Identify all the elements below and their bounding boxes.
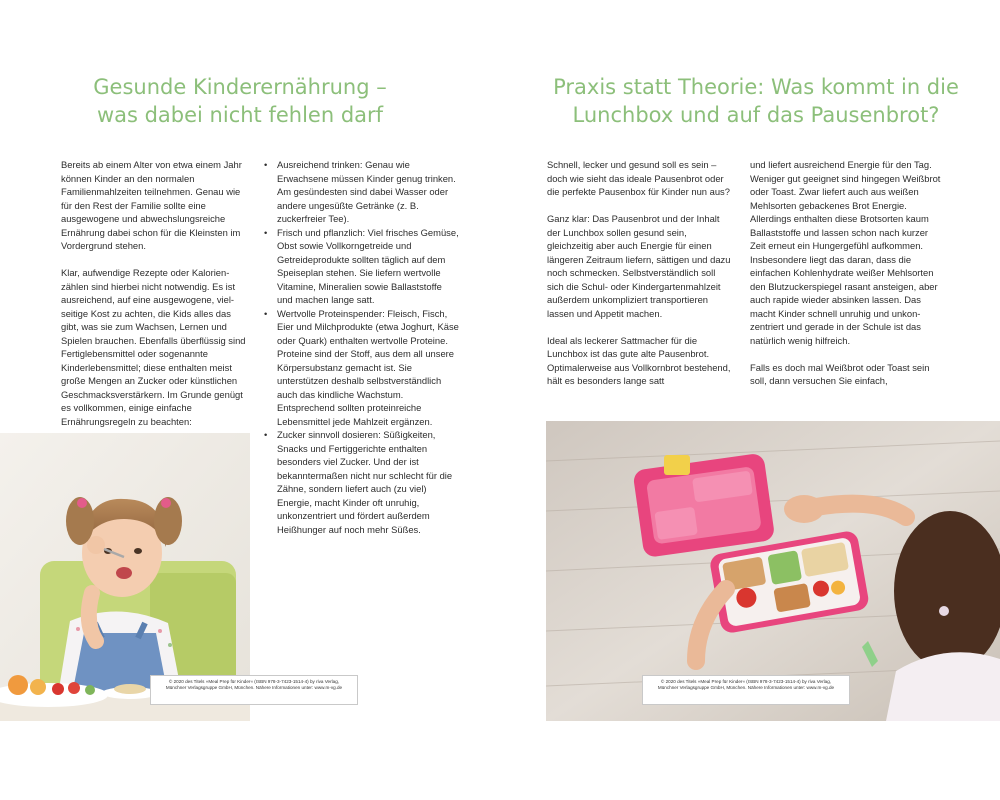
right-heading-line-2: Lunchbox und auf das Pausenbrot?: [572, 103, 940, 127]
left-column-2: [264, 158, 460, 536]
right-paragraph: Ganz klar: Das Pausenbrot und der Inhalt der Lunchbox sollen gesund sein, gleichzeitig aber auch Energie für einen längeren Zeitraum liefern, sättigen und dazu noch schmecken. Selbstverständlich soll sich die Schul- oder Kindergartenmahlzeit außerdem unkompliziert transportieren lassen und Appetit machen.: [547, 213, 731, 319]
right-page: [500, 0, 1000, 800]
left-heading-line-1: Gesunde Kinderernährung –: [93, 75, 387, 99]
right-paragraph: Falls es doch mal Weißbrot oder Toast sein soll, dann versuchen Sie einfach,: [750, 361, 930, 386]
right-column-2: [750, 158, 942, 388]
credit-line: © 2020 des Titels »Meal Prep für Kinder« (ISBN 978-3-7423-1514-4) by riva Verlag,: [168, 679, 340, 684]
right-column-1: [547, 158, 733, 388]
left-column-1: [61, 158, 249, 428]
left-heading-line-2: was dabei nicht fehlen darf: [96, 103, 384, 127]
left-copyright-notice: [150, 675, 358, 705]
right-heading: [546, 73, 966, 129]
list-item: • Wertvolle Proteinspender: Fleisch, Fisch, Eier und Milchprodukte (etwa Joghurt, Käse oder Quark) enthalten wertvolle Proteine. Proteine sind der Stoff, aus dem all unsere Körpersubstanz gemacht ist. Sie unterstützen deshalb selbstverständlich auch das kindliche Wachstum. Entsprechend sollten proteinreiche Lebensmittel jede Mahlzeit ergänzen.: [264, 307, 460, 429]
left-heading: [60, 73, 420, 129]
right-paragraph: Schnell, lecker und gesund soll es sein – doch wie sieht das ideale Pausenbrot oder die perfekte Pausenbox für Kinder nun aus?: [547, 159, 730, 197]
right-paragraph: Ideal als leckerer Sattmacher für die Lunchbox ist das gute alte Pausenbrot. Optimalerweise aus Vollkornbrot bestehend, hält es besonders lange satt: [547, 334, 731, 386]
credit-line: Münchner Verlagsgruppe GmbH, München. Nähere Informationen unter: www.m-vg.de: [165, 685, 343, 691]
credit-line: Münchner Verlagsgruppe GmbH, München. Nähere Informationen unter: www.m-vg.de: [657, 685, 835, 691]
left-paragraph: Bereits ab einem Alter von etwa einem Jahr können Kinder an den normalen Familienmahlzeiten teilnehmen. Genau wie für den Rest der Familie sollte eine ausgewogene und abwechslungsreiche Ernährung dabei schon für die Kleinsten im Vordergrund stehen.: [61, 159, 242, 251]
credit-line: © 2020 des Titels »Meal Prep für Kinder« (ISBN 978-3-7423-1514-4) by riva Verlag,: [660, 679, 832, 684]
list-item: • Frisch und pflanzlich: Viel frisches Gemüse, Obst sowie Vollkorngetreide und Getreideprodukte sollten täglich auf dem Speiseplan stehen. Sie liefern wertvolle Vitamine, Mineralien sowie Ballaststoffe und machen lange satt.: [264, 226, 460, 307]
right-copyright-notice: [642, 675, 850, 705]
list-item: • Zucker sinnvoll dosieren: Süßigkeiten, Snacks und Fertiggerichte enthalten besonders viel Zucker. Und der ist bekanntermaßen nicht nur schlecht für die Zähne, sondern liefert auch (zu viel) Energie, macht Kinder oft unruhig, unkonzentriert und fördert außerdem Heißhunger auf noch mehr Süßes.: [264, 428, 460, 536]
right-paragraph: und liefert ausreichend Energie für den Tag. Weniger gut geeignet sind hingegen Weißbrot oder Toast. Zwar liefert auch aus weißen Mehlsorten gebackenes Brot Energie. Allerdings enthalten diese Brotsorten kaum Ballaststoffe und lassen schon nach kurzer Zeit erneut ein Hungergefühl aufkommen. Insbesondere liegt das daran, dass die einfachen Kohlenhydrate weißer Mehlsorten den Blutzuckerspiegel rasant ansteigen, aber auch rapide wieder absinken lassen. Das macht Kinder schnell unruhig und unkonzentriert und gerade in der Schule ist das natürlich wenig hilfreich.: [750, 159, 941, 346]
right-heading-line-1: Praxis statt Theorie: Was kommt in die: [553, 75, 959, 99]
list-item: • Ausreichend trinken: Genau wie Erwachsene müssen Kinder genug trinken. Am gesündesten sind dabei Wasser oder andere ungesüßte Getränke (z. B. zuckerfreier Tee).: [264, 158, 460, 226]
left-paragraph: Klar, aufwendige Rezepte oder Kalorienzählen sind hierbei nicht notwendig. Es ist ausreichend, auf eine ausgewogene, vielseitige Kost zu achten, die Kids alles das gibt, was sie zum Wachsen, Lernen und Spielen brauchen. Ebenfalls überflüssig sind Fertiglebensmittel oder sogenannte Kinderlebensmittel; diese enthalten meist große Mengen an Zucker oder künstlichen Geschmacksverstärkern. Im Grunde genügt es vollkommen, einige einfache Ernährungsregeln zu beachten:: [61, 267, 246, 427]
nutrition-rules-list: [264, 158, 460, 536]
